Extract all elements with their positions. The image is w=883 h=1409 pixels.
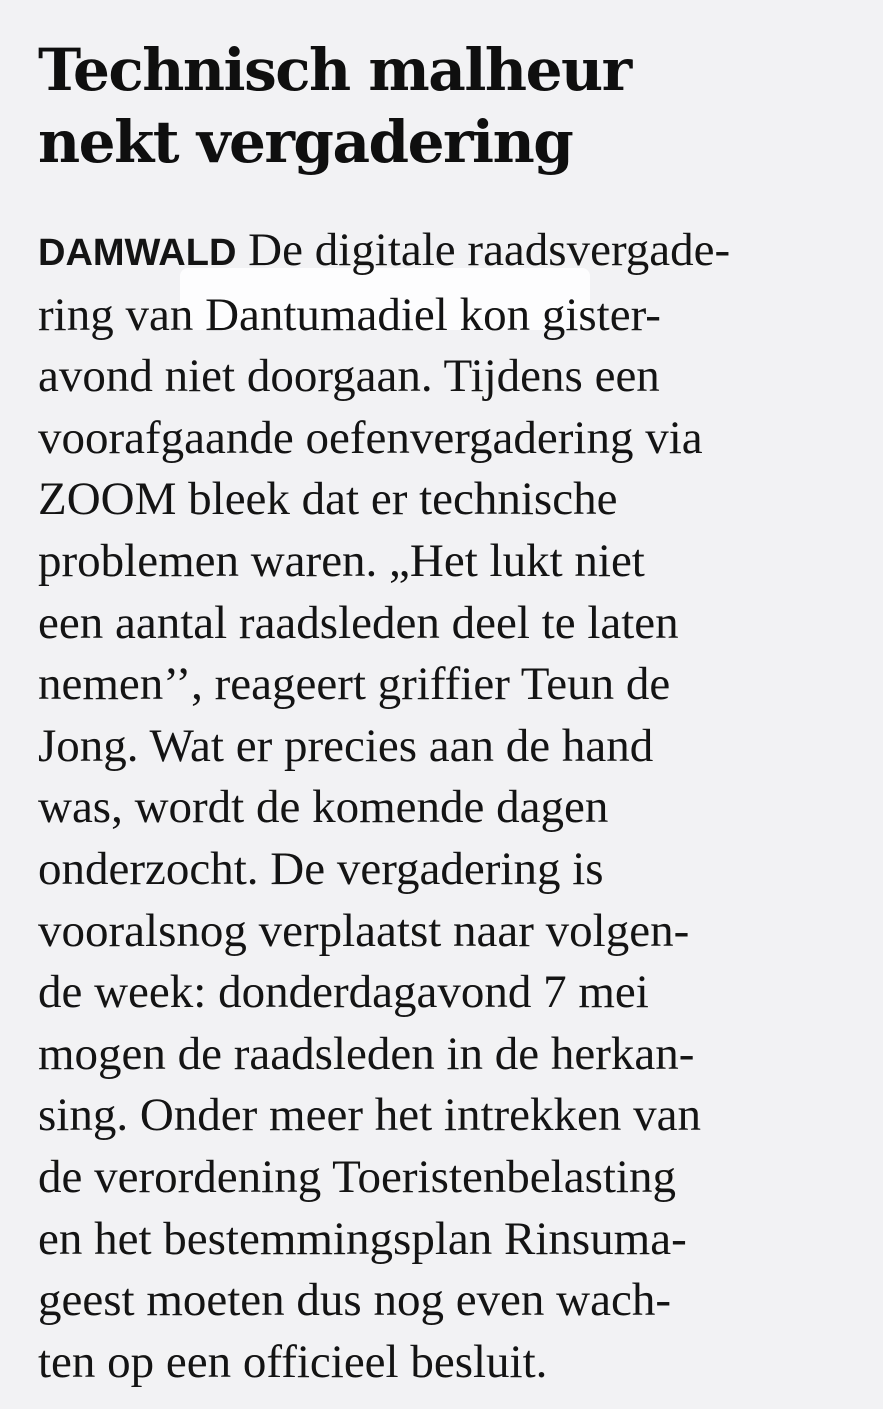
body-line: onderzocht. De vergadering is <box>38 842 604 895</box>
body-line: ZOOM bleek dat er technische <box>38 473 618 526</box>
body-line: ring van Dantumadiel kon gister- <box>38 288 661 341</box>
body-line <box>38 220 868 285</box>
news-article <box>38 34 868 1388</box>
body-line: voorafgaande oefenvergadering via <box>38 411 703 464</box>
body-line: nemen’’, reageert griffier Teun de <box>38 658 671 711</box>
article-body <box>38 220 868 1393</box>
headline-line: Technisch malheur <box>38 36 631 104</box>
body-line: Jong. Wat er precies aan de hand <box>38 719 654 772</box>
headline-line: nekt vergadering <box>38 108 573 176</box>
body-line: geest moeten dus nog even wach- <box>38 1274 671 1327</box>
body-line: problemen waren. „Het lukt niet <box>38 534 645 587</box>
body-line-text: De digitale raadsvergade- <box>236 224 731 276</box>
body-line: de verordening Toeristenbelasting <box>38 1150 676 1203</box>
body-line: sing. Onder meer het intrekken van <box>38 1089 702 1142</box>
body-line: de week: donderdagavond 7 mei <box>38 966 649 1019</box>
body-line: mogen de raadsleden in de herkan- <box>38 1027 695 1080</box>
body-line: ten op een officieel besluit. <box>38 1335 548 1388</box>
body-line: avond niet doorgaan. Tijdens een <box>38 350 660 403</box>
body-line: vooralsnog verplaatst naar volgen- <box>38 904 690 957</box>
body-line: en het bestemmingsplan Rinsuma- <box>38 1212 687 1265</box>
body-line: was, wordt de komende dagen <box>38 781 609 834</box>
dateline: DAMWALD <box>38 232 237 274</box>
body-line: een aantal raadsleden deel te laten <box>38 596 679 649</box>
article-headline <box>38 34 868 178</box>
